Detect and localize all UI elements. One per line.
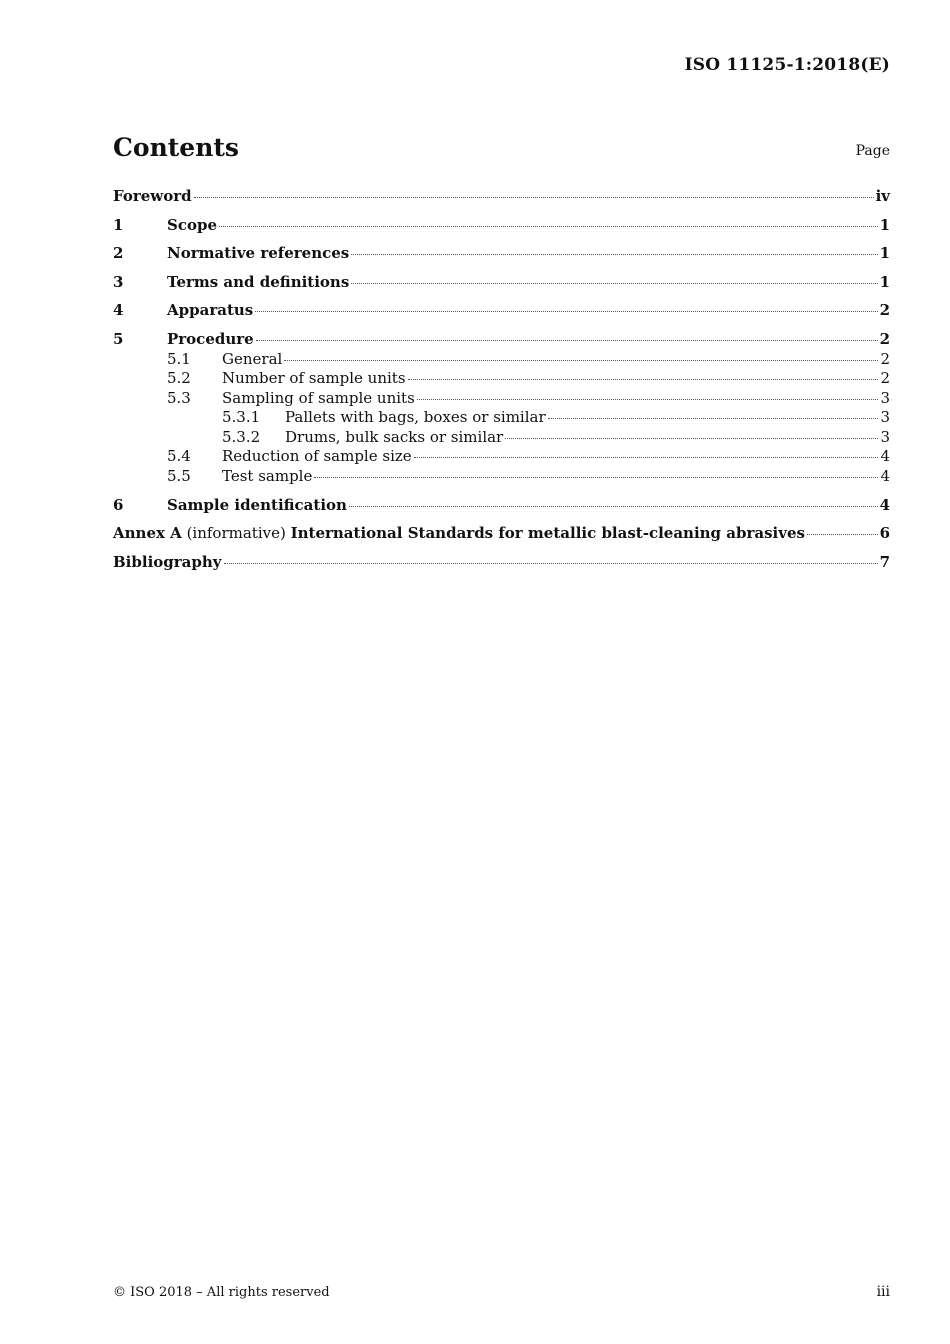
toc-entry-title: Reduction of sample size [222,447,412,465]
toc-entry-number: 5.5 [167,466,191,485]
toc-entry-reduction-of-sample-size[interactable] [113,447,890,467]
toc-entry-annex-a[interactable] [113,522,890,551]
dot-leader [194,197,874,198]
toc-entry-page: 4 [880,466,890,485]
toc-entry-title: Terms and definitions [167,272,350,291]
dot-leader [314,477,878,478]
toc-entry-page: 4 [880,447,890,465]
page-column-label: Page [855,143,890,159]
toc-entry-page: 3 [880,427,890,446]
dot-leader [351,254,877,255]
toc-entry-page: 2 [879,329,890,348]
toc-entry-page: 3 [880,388,890,407]
toc-entry-foreword[interactable] [113,185,890,214]
toc-entry-general[interactable] [113,350,890,370]
toc-entry-title: Pallets with bags, boxes or similar [285,408,546,426]
toc-entry-title [113,522,805,544]
dot-leader [807,534,878,535]
table-of-contents [113,185,890,579]
toc-entry-number: 5.3.2 [222,427,261,446]
toc-entry-bibliography[interactable] [113,551,890,580]
toc-entry-number: 5.2 [167,369,191,387]
toc-entry-title: Drums, bulk sacks or similar [285,427,504,446]
toc-entry-number: 5.3.1 [222,408,261,426]
toc-entry-title: Procedure [167,329,254,348]
toc-entry-number: 6 [113,495,124,514]
toc-entry-title: General [222,349,283,368]
toc-entry-page: 1 [879,244,890,262]
toc-entry-page: 3 [880,408,890,426]
toc-entry-apparatus[interactable] [113,299,890,328]
toc-entry-title: Sample identification [167,495,347,514]
toc-entry-page: 1 [879,215,890,234]
dot-leader [219,226,878,227]
dot-leader [224,563,878,564]
toc-entry-number: 5.1 [167,349,191,368]
dot-leader [548,418,879,419]
copyright-notice: © ISO 2018 – All rights reserved [113,1285,330,1300]
toc-entry-number: 3 [113,272,124,291]
toc-entry-number: 2 [113,244,124,262]
toc-entry-number: 4 [113,301,124,319]
toc-entry-title: Scope [167,215,218,234]
toc-entry-title: Test sample [222,466,313,485]
toc-entry-page: 2 [880,349,890,368]
toc-entry-number: 5 [113,329,124,348]
contents-title: Contents [113,133,240,162]
toc-entry-number: 5.3 [167,388,191,407]
toc-entry-sample-identification[interactable] [113,494,890,523]
dot-leader [349,506,878,507]
page-number: iii [876,1284,890,1300]
toc-entry-scope[interactable] [113,214,890,243]
toc-entry-page: 7 [879,552,890,571]
toc-entry-number: 5.4 [167,447,191,465]
dot-leader [351,283,877,284]
annex-note: (informative) [181,524,291,542]
toc-entry-normative-references[interactable] [113,242,890,271]
toc-entry-drums[interactable] [113,428,890,448]
annex-prefix: Annex A [113,524,182,542]
toc-entry-pallets[interactable] [113,408,890,428]
toc-entry-page: 1 [879,272,890,291]
toc-entry-number-of-sample-units[interactable] [113,369,890,389]
toc-entry-page: 6 [879,524,890,542]
toc-entry-title: Number of sample units [222,369,406,387]
toc-entry-number: 1 [113,215,124,234]
toc-entry-title: Bibliography [113,552,222,571]
dot-leader [505,438,878,439]
toc-entry-title: Foreword [113,187,192,205]
toc-entry-title: Apparatus [167,301,254,319]
dot-leader [408,379,879,380]
toc-entry-procedure[interactable] [113,328,890,350]
dot-leader [417,399,879,400]
toc-entry-page: 2 [880,369,890,387]
toc-entry-sampling-of-sample-units[interactable] [113,389,890,409]
toc-entry-page: iv [875,187,890,205]
annex-title: International Standards for metallic blast-cleaning abrasives [290,524,805,542]
dot-leader [284,360,878,361]
toc-entry-page: 4 [879,495,890,514]
toc-entry-title: Normative references [167,244,350,262]
dot-leader [255,311,877,312]
document-id: ISO 11125-1:2018(E) [684,55,890,75]
toc-entry-terms-and-definitions[interactable] [113,271,890,300]
toc-entry-page: 2 [879,301,890,319]
toc-entry-test-sample[interactable] [113,467,890,494]
dot-leader [414,457,879,458]
toc-entry-title: Sampling of sample units [222,388,415,407]
dot-leader [256,340,878,341]
